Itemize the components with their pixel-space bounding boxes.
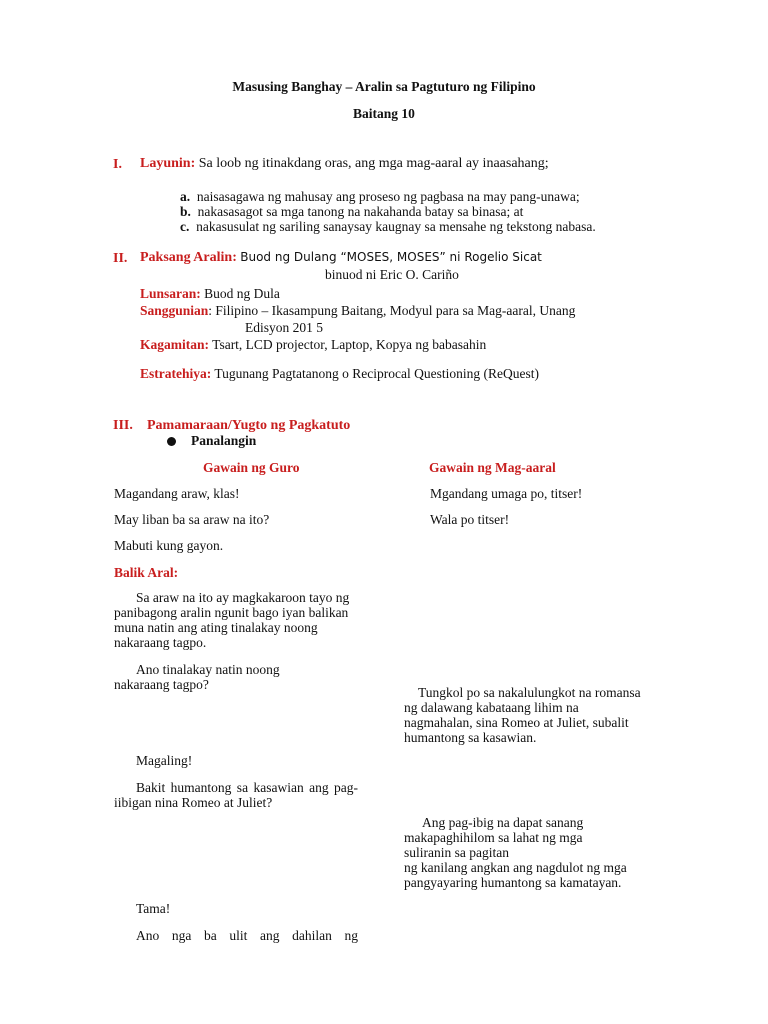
grade-level: Baitang 10 (353, 106, 415, 121)
layunin-item-b: b. nakasasagot sa mga tanong na nakahanda batay sa binasa; at (180, 204, 524, 219)
layunin-item-c: c. nakasusulat ng sariling sanaysay kaugnay sa mensahe ng tekstong nabasa. (180, 219, 596, 234)
col-header-magaaral: Gawain ng Mag-aaral (429, 460, 556, 475)
balik-aral-label: Balik Aral: (114, 565, 179, 580)
pamamaraan-label: Pamamaraan/Yugto ng Pagkatuto (147, 418, 351, 433)
kagamitan-label: Kagamitan: (140, 337, 209, 352)
kagamitan-text: Tsart, LCD projector, Laptop, Kopya ng babasahin (212, 337, 487, 352)
sanggunian-text: : Filipino – Ikasampung Baitang, Modyul para sa Mag-aaral, Unang (208, 303, 576, 318)
guro-greeting: Magandang araw, klas! (114, 486, 240, 501)
section-numeral-3: III. (113, 418, 133, 433)
sanggunian-line (140, 303, 575, 319)
magaaral-attendance: Wala po titser! (430, 512, 510, 527)
paksa-label: Paksang Aralin: (140, 250, 237, 265)
magaaral-greeting: Mgandang umaga po, titser! (430, 486, 583, 501)
layunin-line (140, 156, 549, 172)
magaaral-answer-1: Tungkol po sa nakalulungkot na romansa ng dalawang kabataang lihim na nagmahalan, sina Romeo at Juliet, subalit humantong sa kasawian. (404, 685, 641, 745)
panalangin-label: Panalangin (191, 433, 257, 448)
document-title: Masusing Banghay – Aralin sa Pagtuturo ng Filipino (232, 79, 536, 94)
layunin-item-a: a. naisasagawa ng mahusay ang proseso ng pagbasa na may pang-unawa; (180, 189, 580, 204)
section-numeral-2: II. (113, 251, 128, 266)
guro-attendance: May liban ba sa araw na ito? (114, 512, 270, 527)
col-header-guro: Gawain ng Guro (203, 460, 300, 475)
sanggunian-edition: Edisyon 201 5 (245, 320, 324, 335)
magaaral-answer-2b: ng kanilang angkan ang nagdulot ng mga pangyayaring humantong sa kamatayan. (404, 860, 627, 890)
layunin-text: Sa loob ng itinakdang oras, ang mga mag-aaral ay inaasahang; (198, 156, 549, 171)
bullet-dot (167, 437, 176, 446)
sanggunian-label: Sanggunian (140, 303, 209, 318)
estratehiya-text: Tugunang Pagtatanong o Reciprocal Questioning (ReQuest) (214, 366, 539, 381)
magaaral-answer-2: Ang pag-ibig na dapat sanang makapaghihilom sa lahat ng mga suliranin sa pagitan (404, 815, 584, 860)
layunin-label: Layunin: (140, 156, 196, 171)
paksa-line (140, 249, 542, 266)
guro-response: Mabuti kung gayon. (114, 538, 224, 553)
section-numeral-1: I. (113, 157, 122, 172)
guro-paragraph-4: Bakit humantong sa kasawian ang pag-iibigan nina Romeo at Juliet? (114, 780, 358, 810)
lunsaran-line (140, 286, 280, 302)
guro-paragraph-2: Ano tinalakay natin noong nakaraang tagpo? (114, 662, 280, 692)
kagamitan-line (140, 337, 486, 353)
lunsaran-label: Lunsaran: (140, 286, 201, 301)
estratehiya-line (140, 366, 539, 382)
paksa-author: binuod ni Eric O. Cariño (325, 267, 459, 282)
lunsaran-text: Buod ng Dula (204, 286, 280, 301)
paksa-text: Buod ng Dulang “MOSES, MOSES” ni Rogelio Sicat (240, 250, 542, 264)
guro-paragraph-5: Tama! (136, 901, 171, 916)
guro-paragraph-6: Ano nga ba ulit ang dahilan ng (136, 928, 358, 943)
guro-paragraph-1: Sa araw na ito ay magkakaroon tayo ng panibagong aralin ngunit bago iyan balikan muna natin ang ating tinalakay noong nakaraang tagpo. (114, 590, 350, 650)
guro-paragraph-3: Magaling! (136, 753, 193, 768)
estratehiya-label: Estratehiya: (140, 366, 212, 381)
